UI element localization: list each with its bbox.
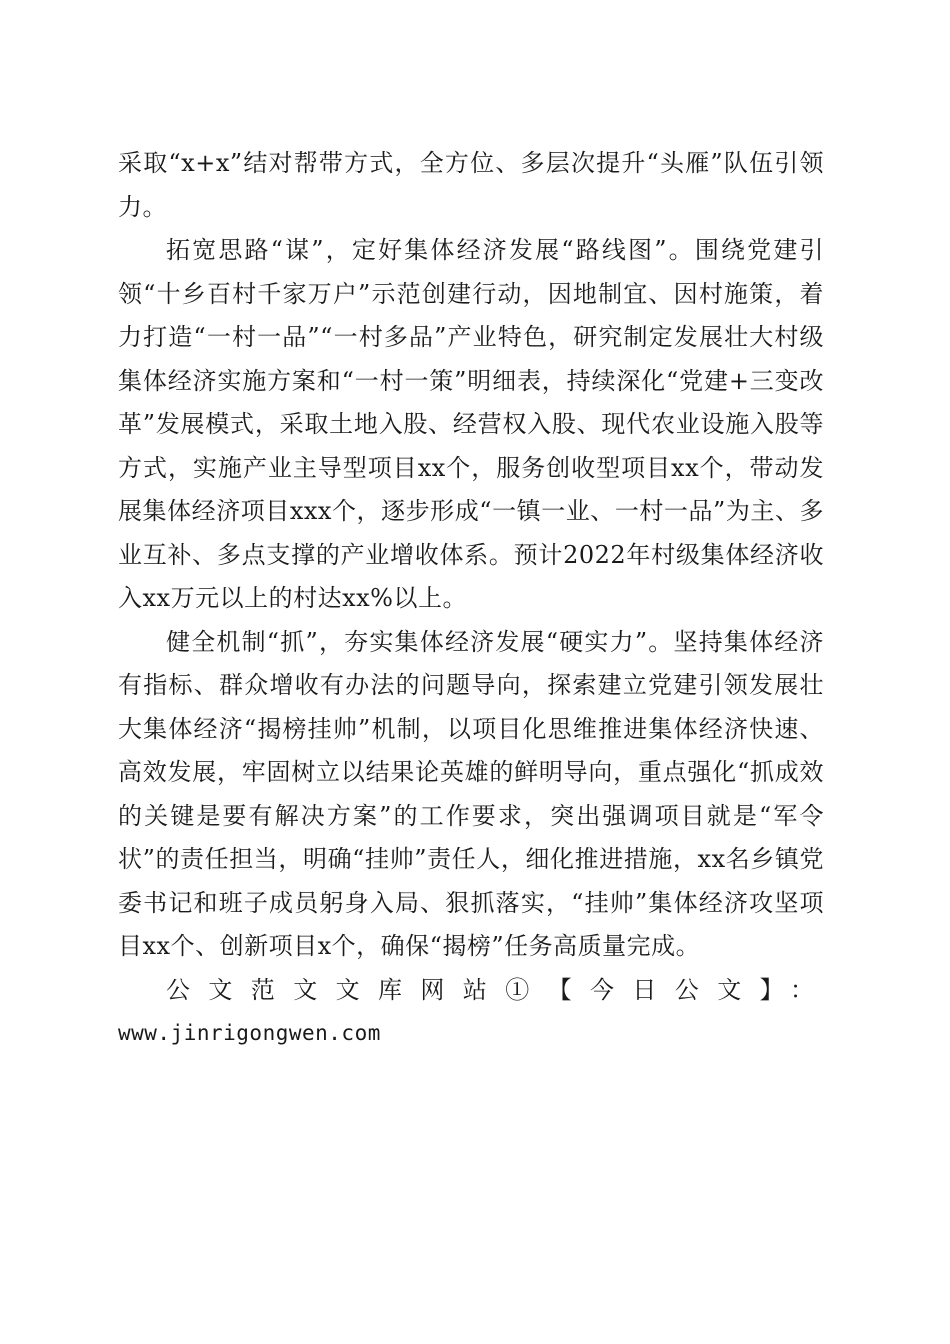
paragraph-collective-economy-roadmap: 拓宽思路“谋”，定好集体经济发展“路线图”。围绕党建引领“十乡百村千家万户”示范创建行动，因地制宜、因村施策，着力打造“一村一品”“一村多品”产业特色，研究制定发展壮大村级集体经济实施方案和“一村一策”明细表，持续深化“党建+三变改革”发展模式，采取土地入股、经营权入股、现代农业设施入股等方式，实施产业主导型项目xx个，服务创收型项目xx个，带动发展集体经济项目xxx个，逐步形成“一镇一业、一村一品”为主、多业互补、多点支撑的产业增收体系。预计2022年村级集体经济收入xx万元以上的村达xx%以上。 [118,236,824,612]
paragraph-continuation: 采取“x+x”结对帮带方式，全方位、多层次提升“头雁”队伍引领力。 [118,149,824,221]
footer-source-url[interactable]: www.jinrigongwen.com [118,1021,381,1045]
paragraph-mechanism: 健全机制“抓”，夯实集体经济发展“硬实力”。坚持集体经济有指标、群众增收有办法的问题导向，探索建立党建引领发展壮大集体经济“揭榜挂帅”机制，以项目化思维推进集体经济快速、高效发展，牢固树立以结果论英雄的鲜明导向，重点强化“抓成效的关键是要有解决方案”的工作要求，突出强调项目就是“军令状”的责任担当，明确“挂帅”责任人，细化推进措施，xx名乡镇党委书记和班子成员躬身入局、狠抓落实，“挂帅”集体经济攻坚项目xx个、创新项目x个，确保“揭榜”任务高质量完成。 [118,627,824,960]
footer-source-label: 公文范文文库网站①【今日公文】： [166,975,824,1004]
document-page [118,142,824,1056]
